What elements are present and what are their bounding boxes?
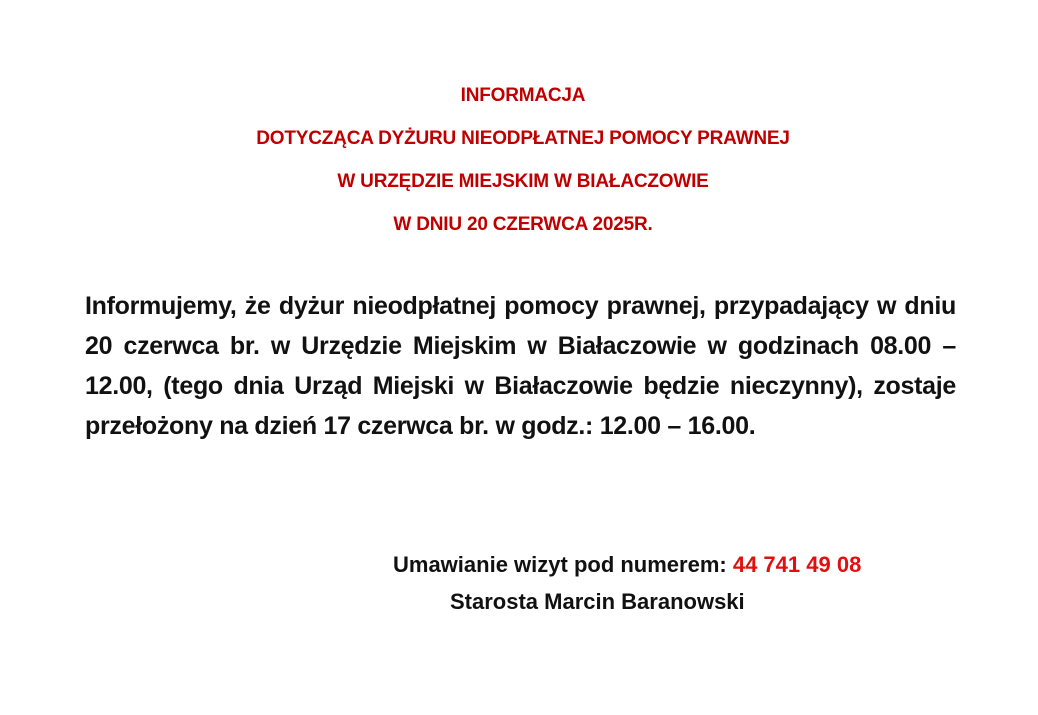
phone-number: 44 741 49 08 [732, 552, 862, 577]
announcement-body: Informujemy, że dyżur nieodpłatnej pomocy prawnej, przypadający w dniu 20 czerwca br. w Urzędzie Miejskim w Białaczowie w godzinach 08.00 – 12.00, (tego dnia Urząd Miejski w Białaczowie będzie nieczynny), zostaje przełożony na dzień 17 czerwca br. w godz.: 12.00 – 16.00. [85, 292, 956, 440]
heading-line-subject: DOTYCZĄCA DYŻURU NIEODPŁATNEJ POMOCY PRAWNEJ [256, 128, 790, 149]
heading-line-date: W DNIU 20 CZERWCA 2025R. [393, 214, 653, 235]
signature: Starosta Marcin Baranowski [450, 589, 745, 614]
contact-line [393, 551, 861, 579]
heading-line-location: W URZĘDZIE MIEJSKIM W BIAŁACZOWIE [337, 171, 709, 192]
contact-label: Umawianie wizyt pod numerem: [393, 552, 733, 577]
heading-line-title: INFORMACJA [460, 85, 586, 106]
announcement-heading [0, 84, 1038, 256]
